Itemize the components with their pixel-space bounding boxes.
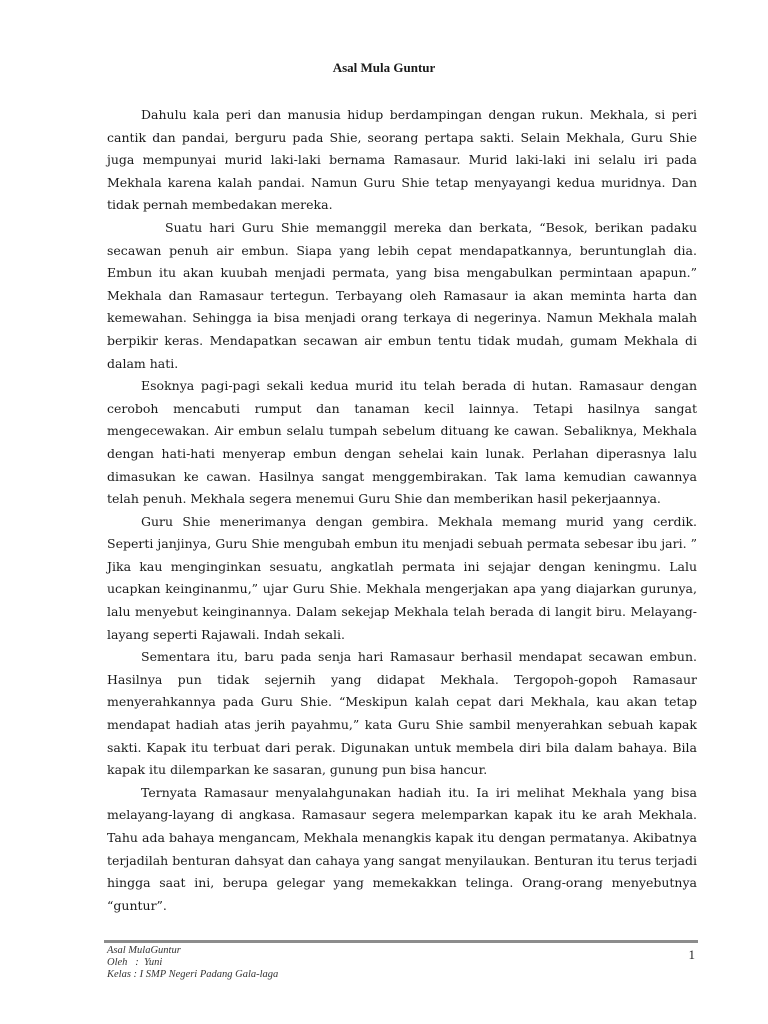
- footer-divider: [104, 940, 698, 943]
- footer-title: Asal MulaGuntur: [107, 945, 181, 956]
- paragraph: Suatu hari Guru Shie memanggil mereka dan berkata, “Besok, berikan padaku secawan penuh air embun. Siapa yang lebih cepat mendapatkannya, beruntunglah dia. Embun itu akan kuubah menjadi permata, yang bisa mengabulkan permintaan apapun.” Mekhala dan Ramasaur tertegun. Terbayang oleh Ramasaur ia akan meminta harta dan kemewahan. Sehingga ia bisa menjadi orang terkaya di negerinya. Namun Mekhala malah berpikir keras. Mendapatkan secawan air embun tentu tidak mudah, gumam Mekhala di dalam hati.: [107, 219, 697, 371]
- page-number: 1: [688, 947, 695, 962]
- paragraph: Esoknya pagi-pagi sekali kedua murid itu telah berada di hutan. Ramasaur dengan ceroboh mencabuti rumput dan tanaman kecil lainnya. Tetapi hasilnya sangat mengecewakan. Air embun selalu tumpah sebelum dituang ke cawan. Sebaliknya, Mekhala dengan hati-hati menyerap embun dengan sehelai kain lunak. Perlahan diperasnya lalu dimasukan ke cawan. Hasilnya sangat menggembirakan. Tak lama kemudian cawannya telah penuh. Mekhala segera menemui Guru Shie dan memberikan hasil pekerjaannya.: [107, 378, 697, 507]
- document-body: [107, 104, 697, 917]
- paragraph: Dahulu kala peri dan manusia hidup berdampingan dengan rukun. Mekhala, si peri cantik dan pandai, berguru pada Shie, seorang pertapa sakti. Selain Mekhala, Guru Shie juga mempunyai murid laki-laki bernama Ramasaur. Murid laki-laki ini selalu iri pada Mekhala karena kalah pandai. Namun Guru Shie tetap menyayangi kedua muridnya. Dan tidak pernah membedakan mereka.: [107, 107, 697, 213]
- page-footer: [107, 945, 697, 981]
- paragraph: Ternyata Ramasaur menyalahgunakan hadiah itu. Ia iri melihat Mekhala yang bisa melayang-layang di angkasa. Ramasaur segera melemparkan kapak itu ke arah Mekhala. Tahu ada bahaya mengancam, Mekhala menangkis kapak itu dengan permatanya. Akibatnya terjadilah benturan dahsyat dan cahaya yang sangat menyilaukan. Benturan itu terus terjadi hingga saat ini, berupa gelegar yang memekakkan telinga. Orang-orang menyebutnya “guntur”.: [107, 784, 697, 913]
- footer-author: Oleh : Yuni: [107, 957, 163, 968]
- paragraph: Guru Shie menerimanya dengan gembira. Mekhala memang murid yang cerdik. Seperti janjinya, Guru Shie mengubah embun itu menjadi sebuah permata sebesar ibu jari. ” Jika kau menginginkan sesuatu, angkatlah permata ini sejajar dengan keningmu. Lalu ucapkan keinginanmu,” ujar Guru Shie. Mekhala mengerjakan apa yang diajarkan gurunya, lalu menyebut keinginannya. Dalam sekejap Mekhala telah berada di langit biru. Melayang-layang seperti Rajawali. Indah sekali.: [107, 513, 697, 642]
- footer-class: Kelas : I SMP Negeri Padang Gala-laga: [107, 969, 279, 980]
- document-title: Asal Mula Guntur: [332, 60, 436, 75]
- paragraph: Sementara itu, baru pada senja hari Ramasaur berhasil mendapat secawan embun. Hasilnya pun tidak sejernih yang didapat Mekhala. Tergopoh-gopoh Ramasaur menyerahkannya pada Guru Shie. “Meskipun kalah cepat dari Mekhala, kau akan tetap mendapat hadiah atas jerih payahmu,” kata Guru Shie sambil menyerahkan sebuah kapak sakti. Kapak itu terbuat dari perak. Digunakan untuk membela diri bila dalam bahaya. Bila kapak itu dilemparkan ke sasaran, gunung pun bisa hancur.: [107, 649, 697, 778]
